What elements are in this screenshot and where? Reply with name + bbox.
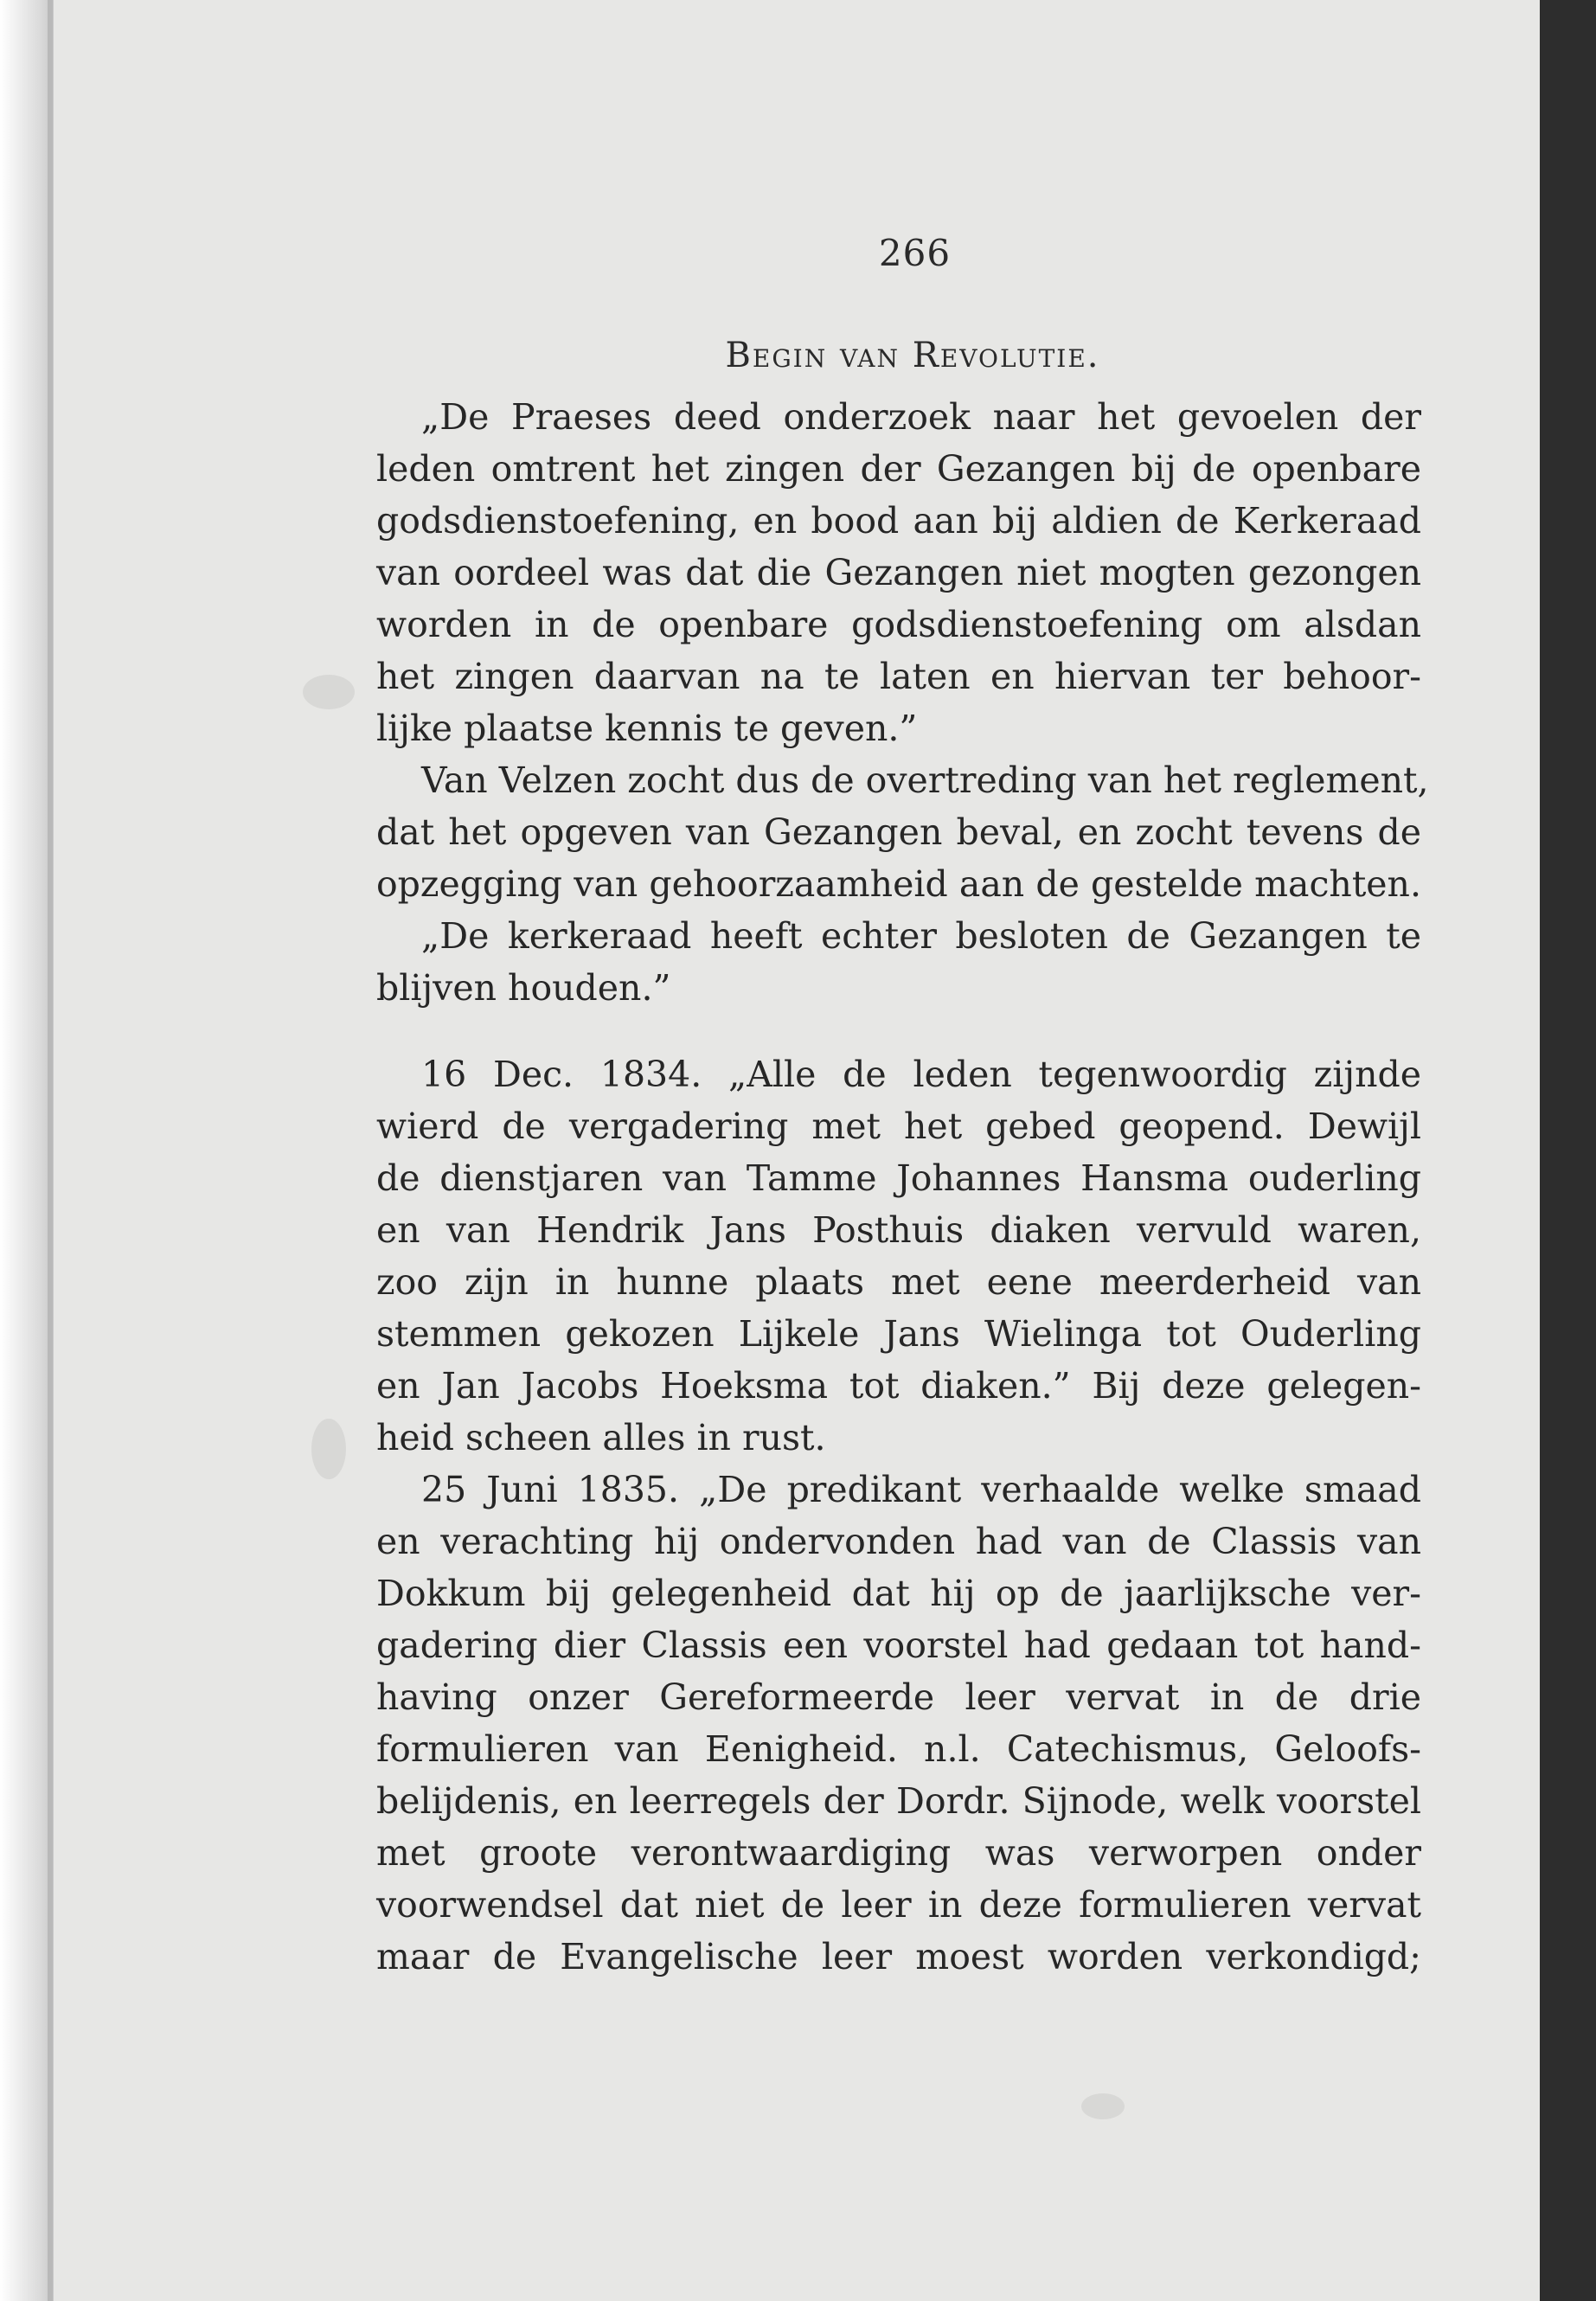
text-line: heid scheen alles in rust.	[376, 1417, 826, 1458]
paper-stain	[1081, 2093, 1125, 2119]
paper-stain	[311, 1419, 346, 1479]
text-line: opzegging van gehoorzaamheid aan de gestelde machten.	[376, 863, 1421, 905]
text-line: lijke plaatse kennis te geven.”	[376, 708, 918, 749]
text-line: met groote verontwaardiging was verworpen onder	[376, 1832, 1421, 1874]
text-line: Dokkum bij gelegenheid dat hij op de jaarlijksche ver-	[376, 1573, 1421, 1614]
text-line: worden in de openbare godsdienstoefening om alsdan	[376, 604, 1421, 645]
text-line: „De kerkeraad heeft echter besloten de Gezangen te	[421, 915, 1421, 957]
text-line: het zingen daarvan na te laten en hiervan ter behoor-	[376, 656, 1421, 697]
chapter-title: Begin van Revolutie.	[725, 336, 1100, 375]
text-line: Van Velzen zocht dus de overtreding van het reglement,	[421, 760, 1429, 801]
text-line: zoo zijn in hunne plaats met eene meerderheid van	[376, 1261, 1421, 1303]
text-line: formulieren van Eenigheid. n.l. Catechismus, Geloofs-	[376, 1728, 1421, 1770]
text-line: wierd de vergadering met het gebed geopend. Dewijl	[376, 1106, 1421, 1147]
text-line: blijven houden.”	[376, 967, 671, 1009]
page-number: 266	[878, 232, 952, 274]
text-line: en van Hendrik Jans Posthuis diaken vervuld waren,	[376, 1209, 1421, 1251]
text-line: „De Praeses deed onderzoek naar het gevoelen der	[421, 396, 1421, 438]
text-line: en verachting hij ondervonden had van de Classis van	[376, 1521, 1421, 1562]
text-line: en Jan Jacobs Hoeksma tot diaken.” Bij deze gelegen-	[376, 1365, 1421, 1407]
text-line: van oordeel was dat die Gezangen niet mogten gezongen	[376, 552, 1421, 593]
text-line: stemmen gekozen Lijkele Jans Wielinga tot Ouderling	[376, 1313, 1421, 1355]
text-line: belijdenis, en leerregels der Dordr. Sijnode, welk voorstel	[376, 1780, 1421, 1822]
text-line: dat het opgeven van Gezangen beval, en zocht tevens de	[376, 811, 1421, 853]
text-line: voorwendsel dat niet de leer in deze formulieren vervat	[376, 1884, 1421, 1926]
text-line: having onzer Gereformeerde leer vervat in de drie	[376, 1676, 1421, 1718]
text-line: 16 Dec. 1834. „Alle de leden tegenwoordig zijnde	[421, 1054, 1421, 1095]
text-line: de dienstjaren van Tamme Johannes Hansma ouderling	[376, 1157, 1421, 1199]
text-line: leden omtrent het zingen der Gezangen bij de openbare	[376, 448, 1421, 490]
text-line: 25 Juni 1835. „De predikant verhaalde welke smaad	[421, 1469, 1421, 1510]
text-line: gadering dier Classis een voorstel had gedaan tot hand-	[376, 1625, 1421, 1666]
paper-stain	[303, 675, 355, 709]
text-line: maar de Evangelische leer moest worden verkondigd;	[376, 1936, 1421, 1977]
text-line: godsdienstoefening, en bood aan bij aldien de Kerkeraad	[376, 500, 1421, 542]
